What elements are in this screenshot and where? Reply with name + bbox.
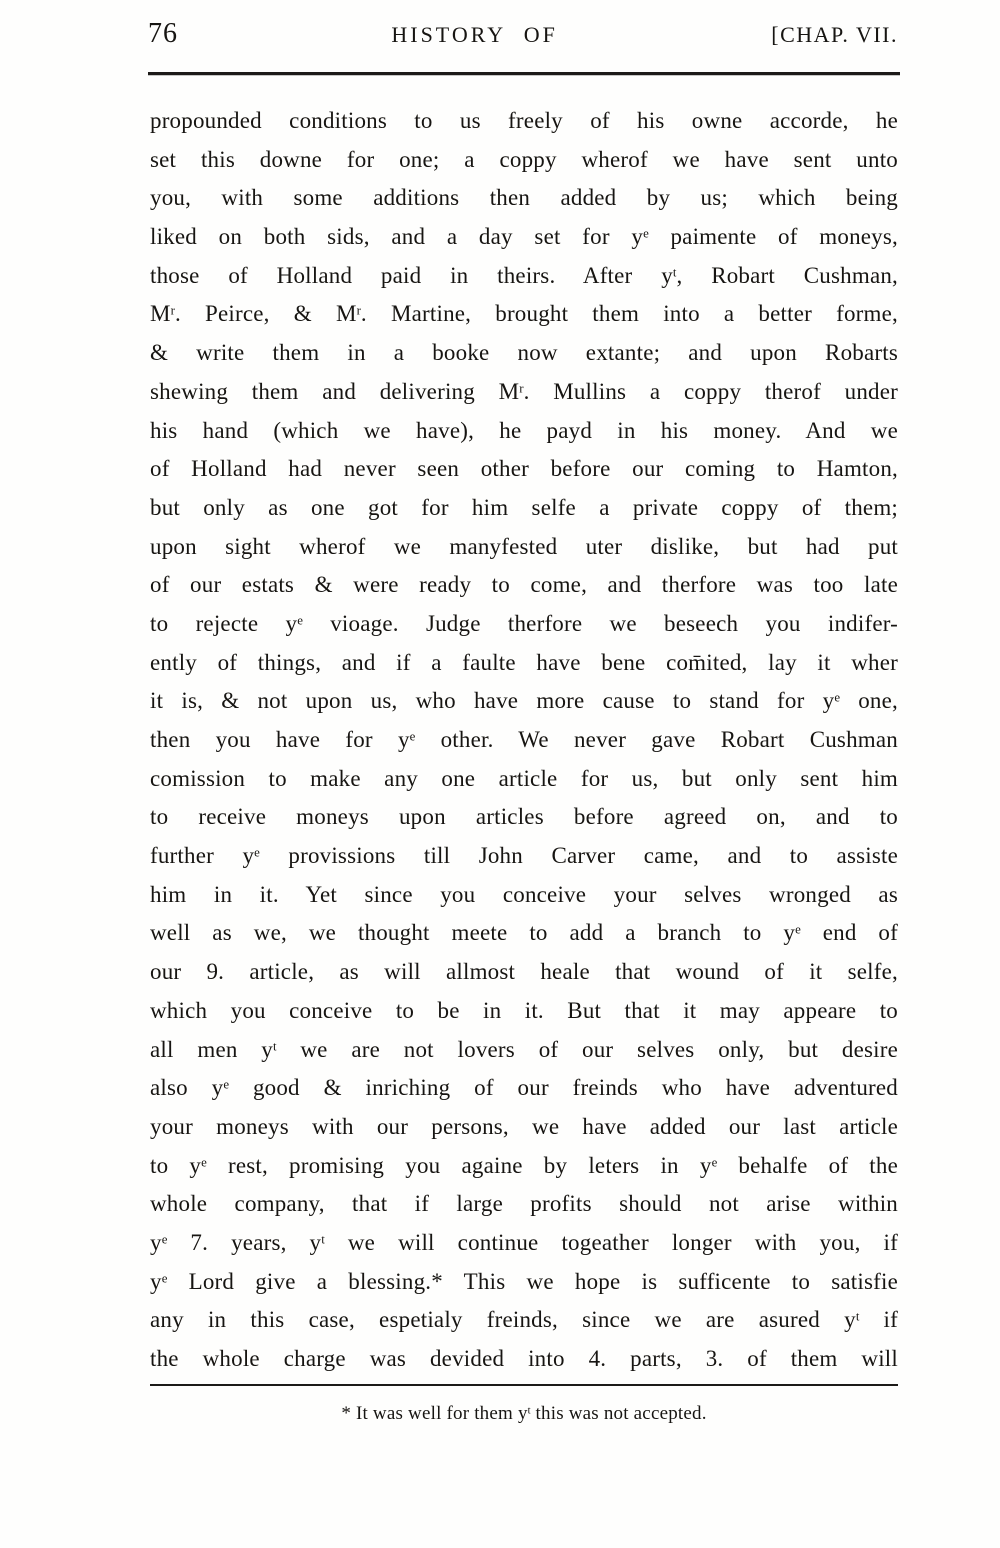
text-line: you, with some additions then added by us; which being <box>150 185 898 211</box>
page-number: 76 <box>148 18 178 49</box>
text-line: our 9. article, as will allmost heale that wound of it selfe, <box>150 959 898 985</box>
text-line: it is, & not upon us, who have more cause to stand for $y^e$ one, <box>150 688 898 714</box>
text-line: $y^e$ Lord give a blessing.* This we hope is sufficente to satisfie <box>150 1268 898 1294</box>
text-line: any in this case, espetialy freinds, since we are asured $y^t$ if <box>150 1307 898 1333</box>
header-rule <box>148 72 900 75</box>
running-head <box>148 18 898 50</box>
footnote-rule <box>150 1384 898 1386</box>
text-line: $M^r$. Peirce, & $M^r$. Martine, brought them into a better forme, <box>150 301 898 327</box>
text-line: of Holland had never seen other before our coming to Hamton, <box>150 456 898 482</box>
text-line: comission to make any one article for us, but only sent him <box>150 765 898 791</box>
text-line: also $y^e$ good & inriching of our freinds who have adventured <box>150 1075 898 1101</box>
text-line: $y^e$ 7. years, $y^t$ we will continue togeather longer with you, if <box>150 1229 898 1255</box>
text-line: his hand (which we have), he payd in his money. And we <box>150 417 898 443</box>
chapter-reference: [CHAP. VII. <box>771 22 898 47</box>
text-line: your moneys with our persons, we have added our last article <box>150 1113 898 1139</box>
body-text <box>150 102 898 1379</box>
text-line: propounded conditions to us freely of his owne accorde, he <box>150 108 898 133</box>
text-line: which you conceive to be in it. But that it may appeare to <box>150 997 898 1023</box>
running-title: HISTORY OF <box>391 22 558 47</box>
text-line: the whole charge was devided into 4. parts, 3. of them will <box>150 1346 898 1371</box>
text-line: him in it. Yet since you conceive your selves wronged as <box>150 881 898 907</box>
text-line: but only as one got for him selfe a private coppy of them; <box>150 494 898 520</box>
text-line: set this downe for one; a coppy wherof we have sent unto <box>150 146 898 172</box>
text-line: upon sight wherof we manyfested uter dislike, but had put <box>150 533 898 559</box>
text-line: liked on both sids, and a day set for $y^e$ paimente of moneys, <box>150 224 898 250</box>
footnote-text: * It was well for them $y^t$ this was not accepted. <box>341 1403 707 1424</box>
text-line: to receive moneys upon articles before agreed on, and to <box>150 804 898 830</box>
text-line: well as we, we thought meete to add a branch to $y^e$ end of <box>150 920 898 946</box>
text-line: ently of things, and if a faulte have bene com̄ited, lay it wher <box>150 649 898 675</box>
text-line: & write them in a booke now extante; and upon Robarts <box>150 340 898 366</box>
text-line: those of Holland paid in theirs. After $y^t$, Robart Cushman, <box>150 262 898 288</box>
text-line: of our estats & were ready to come, and therfore was too late <box>150 572 898 598</box>
text-line: further $y^e$ provissions till John Carver came, and to assiste <box>150 843 898 869</box>
text-line: to $y^e$ rest, promising you againe by leters in $y^e$ behalfe of the <box>150 1152 898 1178</box>
text-line: to rejecte $y^e$ vioage. Judge therfore we beseech you indifer- <box>150 610 898 636</box>
text-line: whole company, that if large profits should not arise within <box>150 1191 898 1217</box>
text-line: all men $y^t$ we are not lovers of our selves only, but desire <box>150 1036 898 1062</box>
text-line: shewing them and delivering $M^r$. Mullins a coppy therof under <box>150 378 898 404</box>
text-line: then you have for $y^e$ other. We never gave Robart Cushman <box>150 727 898 752</box>
